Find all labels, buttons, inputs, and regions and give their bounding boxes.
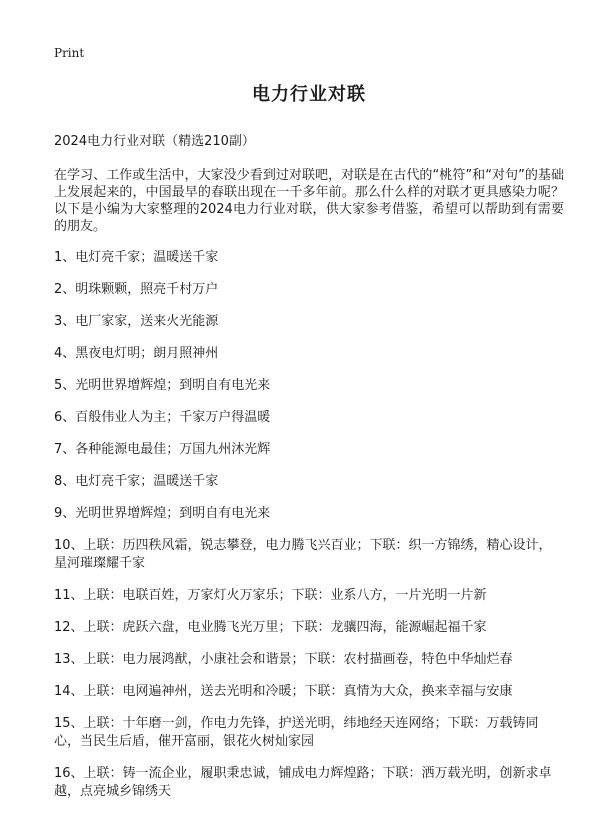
- couplet-item: 3、电厂家家，送来火光能源: [54, 314, 219, 329]
- intro-paragraph: 在学习、工作或生活中，大家没少看到过对联吧，对联是在古代的“桃符”和“对句”的基础上发展起来的，中国最早的春联出现在一千多年前。那么什么样的对联才更具感染力呢？以下是小编为大家整理的2024电力行业对联，供大家参考借鉴，希望可以帮助到有需要的朋友。: [54, 168, 564, 234]
- couplet-list: [54, 249, 564, 801]
- couplet-item: 15、上联：十年磨一剑，作电力先锋，护送光明，纬地经天连网络；下联：万载铸同心，当民生后盾，催开富丽，银花火树灿家园: [54, 716, 539, 749]
- couplet-item: 7、各种能源电最佳；万国九州沐光辉: [54, 442, 271, 457]
- couplet-item: 11、上联：电联百姓，万家灯火万家乐；下联：业系八方，一片光明一片新: [54, 588, 487, 603]
- document-title: 电力行业对联: [252, 84, 366, 105]
- document-subtitle: 2024电力行业对联（精选210副）: [54, 134, 255, 149]
- document-body: [54, 80, 564, 815]
- couplet-item: 9、光明世界增辉煌；到明自有电光来: [54, 506, 271, 521]
- couplet-item: 12、上联：虎跃六盘，电业腾飞光万里；下联：龙骧四海，能源崛起福千家: [54, 620, 487, 635]
- couplet-item: 1、电灯亮千家；温暖送千家: [54, 250, 219, 265]
- couplet-item: 2、明珠颗颗，照亮千村万户: [54, 282, 219, 297]
- couplet-item: 13、上联：电力展鸿猷，小康社会和谐景；下联：农村描画卷，特色中华灿烂春: [54, 652, 513, 667]
- couplet-item: 10、上联：历四秩风霜，锐志攀登，电力腾飞兴百业；下联：织一方锦绣，精心设计，星河璀璨耀千家: [54, 538, 552, 571]
- couplet-item: 16、上联：铸一流企业，履职秉忠诚，铺成电力辉煌路；下联：洒万载光明，创新求卓越，点亮城乡锦绣天: [54, 766, 552, 799]
- couplet-item: 5、光明世界增辉煌；到明自有电光来: [54, 378, 271, 393]
- couplet-item: 4、黑夜电灯明；朗月照神州: [54, 346, 219, 361]
- couplet-item: 14、上联：电网遍神州，送去光明和冷暖；下联：真情为大众，换来幸福与安康: [54, 684, 513, 699]
- print-link[interactable]: Print: [54, 46, 85, 60]
- couplet-item: 8、电灯亮千家；温暖送千家: [54, 474, 219, 489]
- couplet-item: 6、百般伟业人为主；千家万户得温暖: [54, 410, 271, 425]
